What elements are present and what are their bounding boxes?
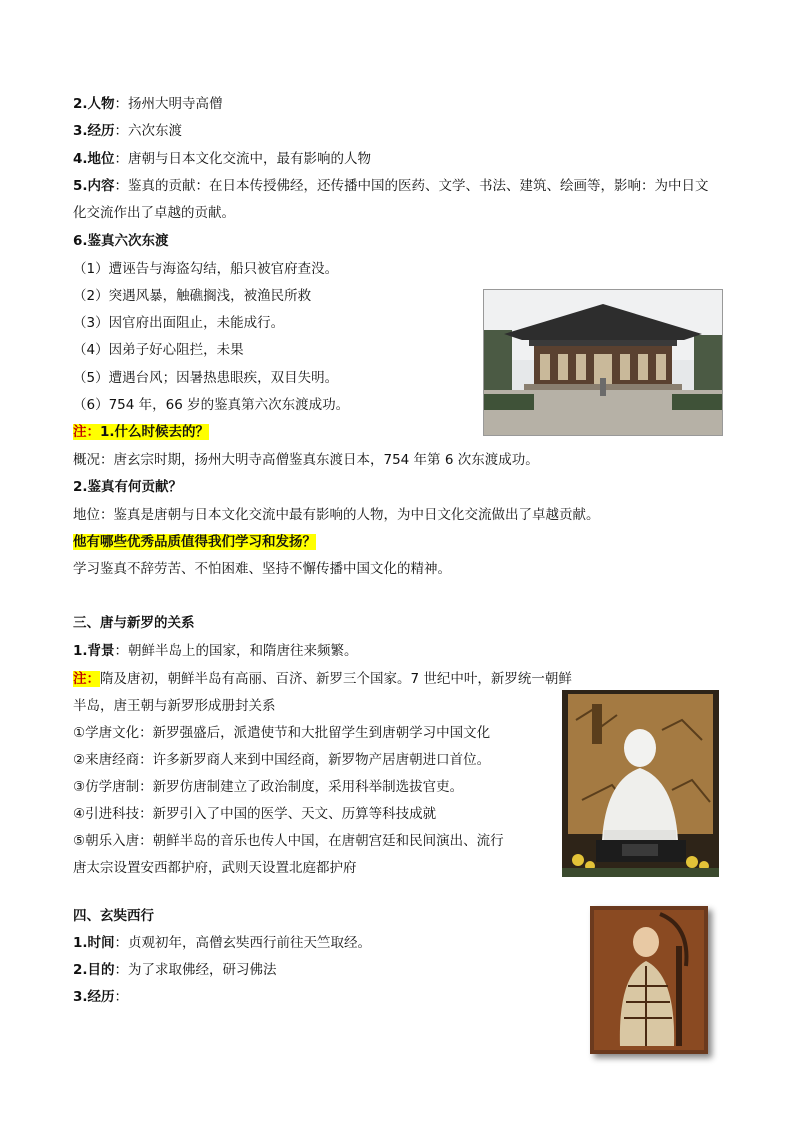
person-line: 2.人物：扬州大明寺高僧 bbox=[73, 96, 223, 112]
temple-photo bbox=[483, 289, 723, 436]
voyage-item: （3）因官府出面阻止，未能成行。 bbox=[73, 315, 285, 331]
experience-line: 3.经历：六次东渡 bbox=[73, 123, 183, 139]
note-label: 注： bbox=[73, 671, 100, 687]
content-line-cont: 化交流作出了卓越的贡献。 bbox=[73, 205, 235, 221]
time-line: 1.时间：贞观初年，高僧玄奘西行前往天竺取经。 bbox=[73, 935, 372, 951]
voyage-item: （4）因弟子好心阻拦，未果 bbox=[73, 342, 244, 358]
xuanzang-painting bbox=[590, 906, 708, 1054]
question-3: 他有哪些优秀品质值得我们学习和发扬？ bbox=[73, 534, 316, 550]
note-label: 注： bbox=[73, 424, 100, 440]
voyages-heading: 6.鉴真六次东渡 bbox=[73, 233, 169, 249]
question-2: 2.鉴真有何贡献？ bbox=[73, 479, 183, 495]
background-line: 1.背景：朝鲜半岛上的国家，和隋唐往来频繁。 bbox=[73, 643, 358, 659]
list-item: ②来唐经商：许多新罗商人来到中国经商，新罗物产居唐朝进口首位。 bbox=[73, 752, 491, 768]
voyage-item: （5）遭遇台风；因暑热患眼疾，双目失明。 bbox=[73, 370, 339, 386]
voyage-item: （2）突遇风暴，触礁搁浅，被渔民所救 bbox=[73, 288, 312, 304]
answer-1: 概况：唐玄宗时期，扬州大明寺高僧鉴真东渡日本，754 年第 6 次东渡成功。 bbox=[73, 452, 539, 468]
statue-photo bbox=[562, 690, 719, 877]
note-line-cont: 半岛，唐王朝与新罗形成册封关系 bbox=[73, 698, 276, 714]
voyage-item: （6）754 年，66 岁的鉴真第六次东渡成功。 bbox=[73, 397, 350, 413]
list-item: 唐太宗设置安西都护府，武则天设置北庭都护府 bbox=[73, 860, 357, 876]
status-line: 4.地位：唐朝与日本文化交流中，最有影响的人物 bbox=[73, 151, 372, 167]
list-item: ④引进科技：新罗引入了中国的医学、天文、历算等科技成就 bbox=[73, 806, 437, 822]
voyage-item: （1）遭诬告与海盗勾结，船只被官府查没。 bbox=[73, 261, 339, 277]
section3-heading: 三、唐与新罗的关系 bbox=[73, 615, 195, 631]
answer-2: 地位：鉴真是唐朝与日本文化交流中最有影响的人物，为中日文化交流做出了卓越贡献。 bbox=[73, 507, 600, 523]
content-line: 5.内容：鉴真的贡献：在日本传授佛经，还传播中国的医药、文学、书法、建筑、绘画等，影响：为中日文 bbox=[73, 178, 709, 194]
section4-heading: 四、玄奘西行 bbox=[73, 908, 154, 924]
list-item: ①学唐文化：新罗强盛后，派遣使节和大批留学生到唐朝学习中国文化 bbox=[73, 725, 491, 741]
experience-line: 3.经历： bbox=[73, 989, 129, 1005]
list-item: ③仿学唐制：新罗仿唐制建立了政治制度，采用科举制选拔官吏。 bbox=[73, 779, 464, 795]
list-item: ⑤朝乐入唐：朝鲜半岛的音乐也传人中国，在唐朝宫廷和民间演出、流行 bbox=[73, 833, 504, 849]
note-line: 注：隋及唐初，朝鲜半岛有高丽、百济、新罗三个国家。7 世纪中叶，新罗统一朝鲜 bbox=[73, 671, 572, 687]
answer-3: 学习鉴真不辞劳苦、不怕困难、坚持不懈传播中国文化的精神。 bbox=[73, 561, 451, 577]
question-1: 注：1.什么时候去的？ bbox=[73, 424, 210, 440]
purpose-line: 2.目的：为了求取佛经，研习佛法 bbox=[73, 962, 277, 978]
